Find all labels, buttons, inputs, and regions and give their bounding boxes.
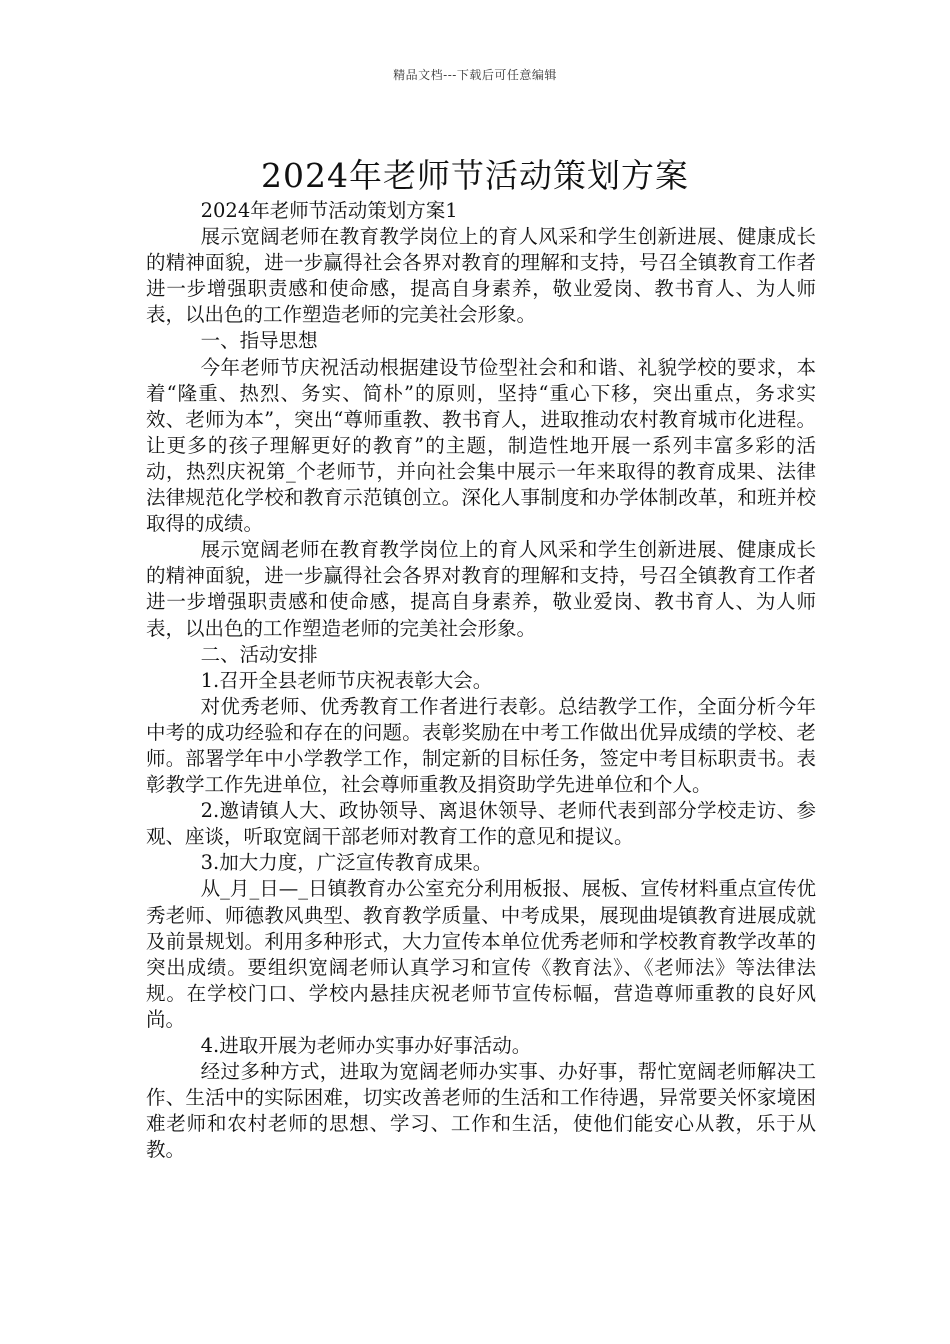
guiding-ideology-paragraph: 今年老师节庆祝活动根据建设节俭型社会和和谐、礼貌学校的要求，本着“隆重、热烈、务实、简朴”的原则，坚持“重心下移，突出重点，务求实效、老师为本”，突出“尊师重教、教书育人，进取推动农村教育城市化进程。让更多的孩子理解更好的教育”的主题，制造性地开展一系列丰富多彩的活动，热烈庆祝第_个老师节，并向社会集中展示一年来取得的教育成果、法律法律规范化学校和教育示范镇创立。深化人事制度和办学体制改革，和班并校取得的成绩。 — [146, 355, 816, 536]
item-2-paragraph: 2.邀请镇人大、政协领导、离退休领导、老师代表到部分学校走访、参观、座谈，听取宽阔干部老师对教育工作的意见和提议。 — [146, 799, 816, 849]
item-3-paragraph: 从_月_日—_日镇教育办公室充分利用板报、展板、宣传材料重点宣传优秀老师、师德教风典型、教育教学质量、中考成果，展现曲堤镇教育进展成就及前景规划。利用多种形式，大力宣传本单位优秀老师和学校教育教学改革的突出成绩。要组织宽阔老师认真学习和宣传《教育法》、《老师法》等法律法规。在学校门口、学校内悬挂庆祝老师节宣传标幅，营造尊师重教的良好风尚。 — [146, 877, 816, 1031]
document-body — [146, 198, 816, 1163]
repeat-intro-paragraph: 展示宽阔老师在教育教学岗位上的育人风采和学生创新进展、健康成长的精神面貌，进一步赢得社会各界对教育的理解和支持，号召全镇教育工作者进一步增强职责感和使命感，提高自身素养，敬业爱岗、教书育人、为人师表，以出色的工作塑造老师的完美社会形象。 — [146, 538, 816, 640]
header-note: 精品文档---下载后可任意编辑 — [393, 68, 557, 82]
item-3-heading: 3.加大力度，广泛宣传教育成果。 — [200, 851, 493, 875]
item-1-paragraph: 对优秀老师、优秀教育工作者进行表彰。总结教学工作，全面分析今年中考的成功经验和存在的问题。表彰奖励在中考工作做出优异成绩的学校、老师。部署学年中小学教学工作，制定新的目标任务，签定中考目标职责书。表彰教学工作先进单位，社会尊师重教及捐资助学先进单位和个人。 — [146, 694, 816, 797]
document-title: 2024年老师节活动策划方案 — [261, 156, 689, 196]
section-heading-activity-arrangement: 二、活动安排 — [200, 642, 318, 666]
item-1-heading: 1.召开全县老师节庆祝表彰大会。 — [200, 668, 493, 692]
subtitle-paragraph: 2024年老师节活动策划方案1 — [200, 199, 458, 222]
intro-paragraph: 展示宽阔老师在教育教学岗位上的育人风采和学生创新进展、健康成长的精神面貌，进一步赢得社会各界对教育的理解和支持，号召全镇教育工作者进一步增强职责感和使命感，提高自身素养，敬业爱岗、教书育人、为人师表，以出色的工作塑造老师的完美社会形象。 — [146, 225, 816, 327]
item-4-paragraph: 经过多种方式，进取为宽阔老师办实事、办好事，帮忙宽阔老师解决工作、生活中的实际困难，切实改善老师的生活和工作待遇，异常要关怀家境困难老师和农村老师的思想、学习、工作和生活，使他们能安心从教，乐于从教。 — [146, 1060, 816, 1162]
section-heading-guiding-ideology: 一、指导思想 — [200, 329, 318, 353]
item-4-heading: 4.进取开展为老师办实事办好事活动。 — [200, 1034, 532, 1057]
